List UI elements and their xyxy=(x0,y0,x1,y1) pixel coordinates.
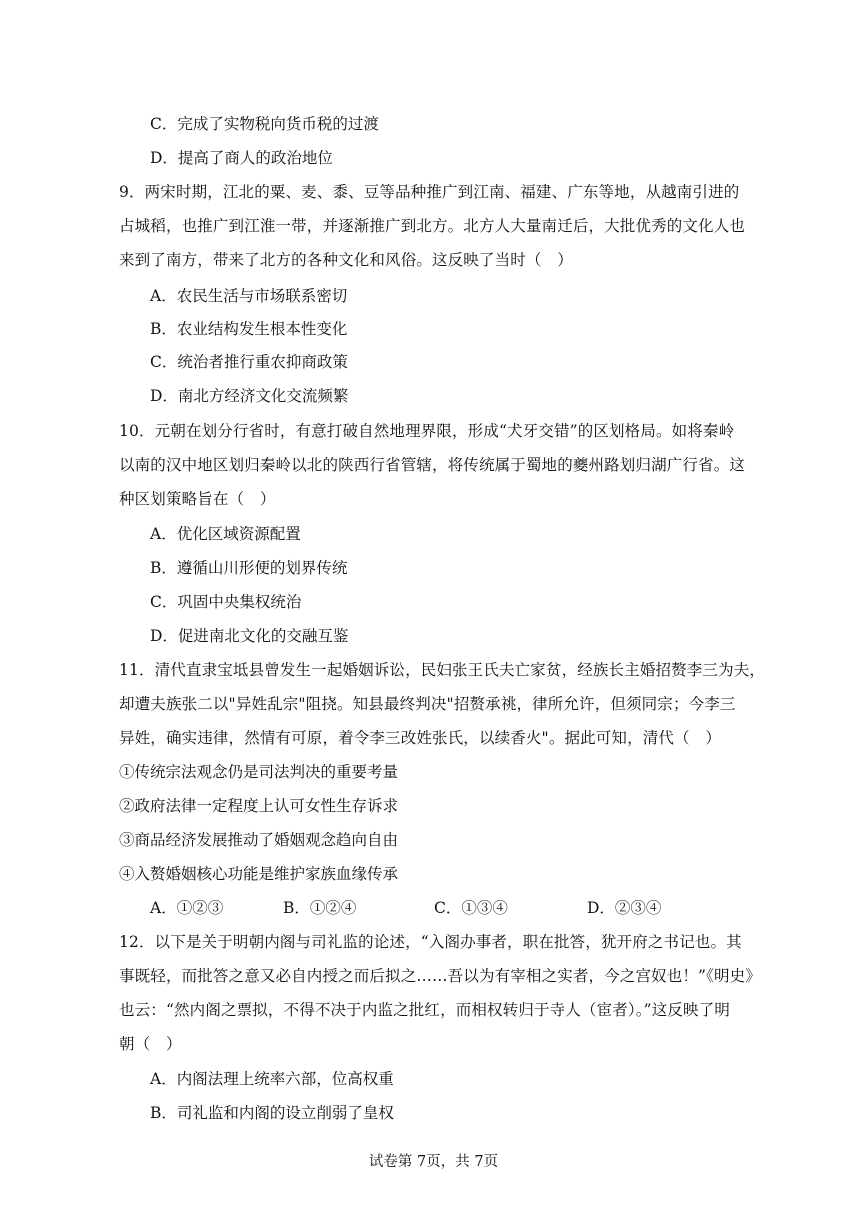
q9-option-d: D．南北方经济文化交流频繁 xyxy=(150,387,349,405)
q11-choice-b: B．①②④ xyxy=(283,899,357,917)
question-12-line-1: 12．以下是关于明朝内阁与司礼监的论述，“入阁办事者，职在批答，犹开府之书记也。其 xyxy=(119,933,742,951)
q10-option-b: B．遵循山川形便的划界传统 xyxy=(150,559,348,577)
q10-option-d: D．促进南北文化的交融互鉴 xyxy=(150,627,349,645)
question-9-line-2: 占城稻，也推广到江淮一带，并逐渐推广到北方。北方人大量南迁后，大批优秀的文化人也 xyxy=(119,217,746,235)
q11-choices xyxy=(150,898,750,918)
q11-statement-3: ③商品经济发展推动了婚姻观念趋向自由 xyxy=(119,831,399,849)
q11-statement-4: ④入赘婚姻核心功能是维护家族血缘传承 xyxy=(119,865,399,883)
q10-option-a: A．优化区域资源配置 xyxy=(150,525,301,543)
q11-statement-1: ①传统宗法观念仍是司法判决的重要考量 xyxy=(119,763,399,781)
question-11-line-3: 异姓，确实违律，然情有可原，着令李三改姓张氏，以续香火"。据此可知，清代（ ） xyxy=(119,729,721,747)
q9-option-b: B．农业结构发生根本性变化 xyxy=(150,320,348,338)
question-10-line-2: 以南的汉中地区划归秦岭以北的陕西行省管辖，将传统属于蜀地的夔州路划归湖广行省。这 xyxy=(119,456,746,474)
q9-option-c: C．统治者推行重农抑商政策 xyxy=(150,353,348,371)
option-c: C．完成了实物税向货币税的过渡 xyxy=(150,115,379,133)
q12-option-b: B．司礼监和内阁的设立削弱了皇权 xyxy=(150,1104,394,1122)
q11-choice-a: A．①②③ xyxy=(150,899,224,917)
q10-option-c: C．巩固中央集权统治 xyxy=(150,593,302,611)
question-12-line-2: 事既轻，而批答之意又必自内授之而后拟之……吾以为有宰相之实者，今之宫奴也！”《明史》 xyxy=(119,967,761,985)
question-10-line-1: 10．元朝在划分行省时，有意打破自然地理界限，形成“犬牙交错”的区划格局。如将秦岭 xyxy=(119,422,735,440)
question-10-line-3: 种区划策略旨在（ ） xyxy=(119,490,276,508)
q9-option-a: A．农民生活与市场联系密切 xyxy=(150,287,348,305)
q11-choice-c: C．①③④ xyxy=(434,899,508,917)
question-12-line-4: 朝（ ） xyxy=(119,1035,182,1053)
question-12-line-3: 也云：“然内阁之票拟，不得不决于内监之批红，而相权转归于寺人（宦者）。”这反映了明 xyxy=(119,1001,731,1019)
option-d: D．提高了商人的政治地位 xyxy=(150,149,333,167)
q11-choice-d: D．②③④ xyxy=(587,899,662,917)
question-11-line-1: 11．清代直隶宝坻县曾发生一起婚姻诉讼，民妇张王氏夫亡家贫，经族长主婚招赘李三为夫， xyxy=(119,661,766,679)
question-11-line-2: 却遭夫族张二以"异姓乱宗"阻挠。知县最终判决"招赘承祧，律所允许，但须同宗；今李三 xyxy=(119,695,736,713)
question-9-line-1: 9．两宋时期，江北的粟、麦、黍、豆等品种推广到江南、福建、广东等地，从越南引进的 xyxy=(119,183,740,201)
question-9-line-3: 来到了南方，带来了北方的各种文化和风俗。这反映了当时（ ） xyxy=(119,251,573,269)
page-footer: 试卷第 7页，共 7页 xyxy=(368,1154,499,1170)
q11-statement-2: ②政府法律一定程度上认可女性生存诉求 xyxy=(119,797,399,815)
q12-option-a: A．内阁法理上统率六部，位高权重 xyxy=(150,1070,394,1088)
